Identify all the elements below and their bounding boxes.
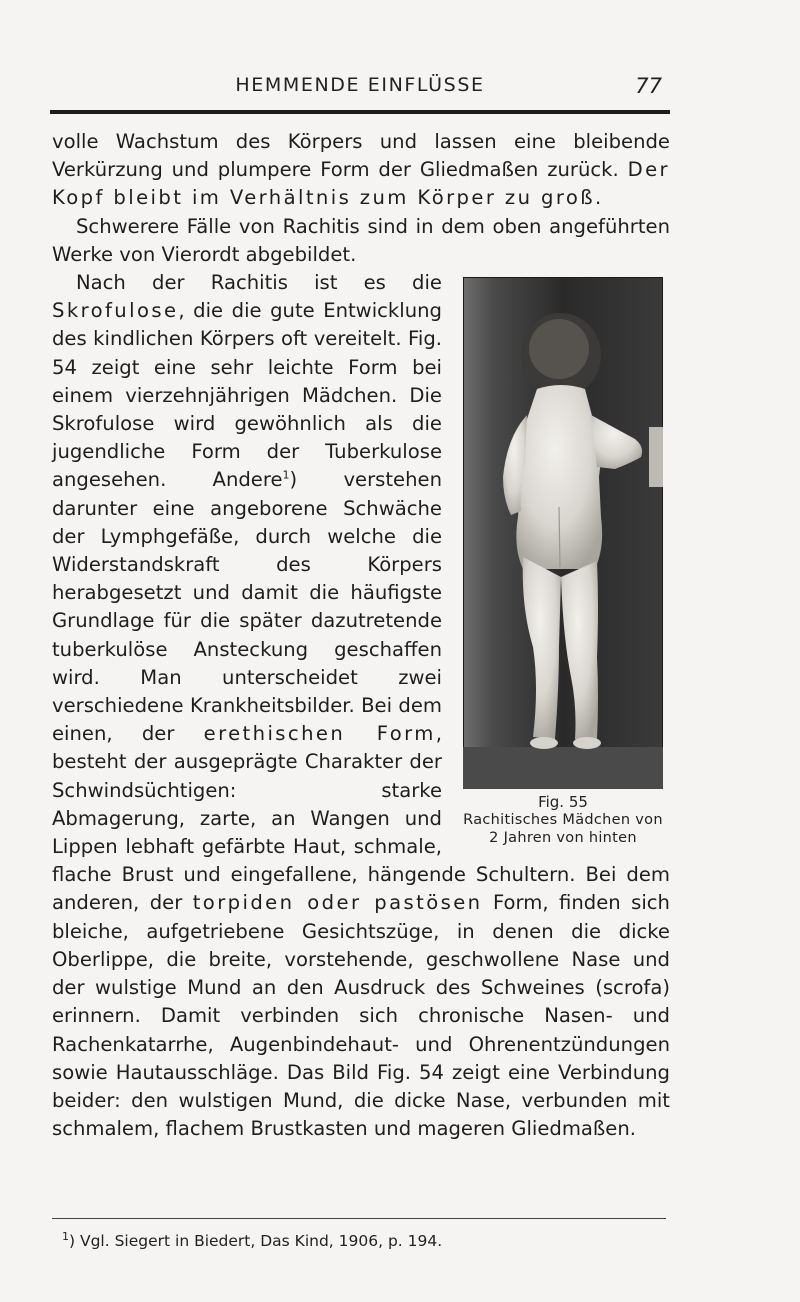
page-number: 77: [635, 74, 662, 98]
header-rule: [50, 110, 670, 114]
running-head: [50, 74, 670, 106]
spaced-emphasis: Skrofulose: [52, 299, 179, 323]
footnote-reference: 1: [282, 468, 290, 482]
figure-55: [456, 277, 670, 847]
footnote-marker: 1: [62, 1229, 69, 1243]
footnote-rule: [52, 1218, 666, 1219]
paragraph-2: Schwerere Fälle von Rachitis sind in dem oben angeführten Werke von Vierordt abgebildet.: [52, 214, 670, 266]
child-photo: [463, 277, 663, 789]
paragraph-3: Nach der Rachitis ist es die Skrofulose, die die gute Entwicklung des kindlichen Körpers oft vereitelt. Fig. 54 zeigt eine sehr leichte Form bei einem vierzehnjährigen Mädchen. Die Skrofulose wird gewöhnlich als die jugendliche Form der Tuberkulose angesehen. Andere$^1$) verstehen darunter eine angeborene Schwäche der Lymphgefäße, durch welche die Widerstandskraft des Körpers herabgesetzt und damit die häufigste Grundlage für die später dazutretende tuberkulöse Ansteckung geschaffen wird. Man unterscheidet zwei verschiedene Krankheitsbilder. Bei dem einen, der erethischen Form, besteht der ausgeprägte Charakter der Schwindsüchtigen: starke Abmagerung, zarte, an Wangen und Lippen lebhaft gefärbte Haut, schmale, flache Brust und eingefallene, hängende Schultern. Bei dem anderen, der torpiden oder pastösen Form, finden sich bleiche, aufgetriebene Gesichtszüge, in denen die dicke Oberlippe, die breite, vorstehende, geschwollene Nase und der wulstige Mund an den Ausdruck des Schweines (scrofa) erinnern. Damit verbinden sich chronische Nasen- und Rachenkatarrhe, Augenbindehaut- und Ohrenentzündungen sowie Hautausschläge. Das Bild Fig. 54 zeigt eine Verbindung beider: den wulstigen Mund, die dicke Nase, verbunden mit schmalem, flachem Brustkasten und mageren Gliedmaßen.: [52, 271, 670, 1141]
running-title: HEMMENDE EINFLÜSSE: [235, 74, 485, 96]
spaced-emphasis: Der Kopf bleibt im Verhältnis zum Körper zu groß.: [52, 158, 670, 210]
figure-label: Fig. 55: [538, 793, 588, 812]
paragraph-1: volle Wachstum des Körpers und lassen eine bleibende Verkürzung und plumpere Form der Gliedmaßen zurück. Der Kopf bleibt im Verhältnis zum Körper zu groß.: [52, 130, 670, 210]
spaced-emphasis: torpiden oder pastösen: [192, 891, 483, 915]
spaced-emphasis: erethischen Form: [203, 722, 436, 746]
footnote: $^1$) Vgl. Siegert in Biedert, Das Kind, 1906, p. 194.: [62, 1229, 443, 1250]
figure-caption: Rachitisches Mädchen von 2 Jahren von hinten: [463, 812, 663, 847]
body-text: [52, 128, 670, 1143]
